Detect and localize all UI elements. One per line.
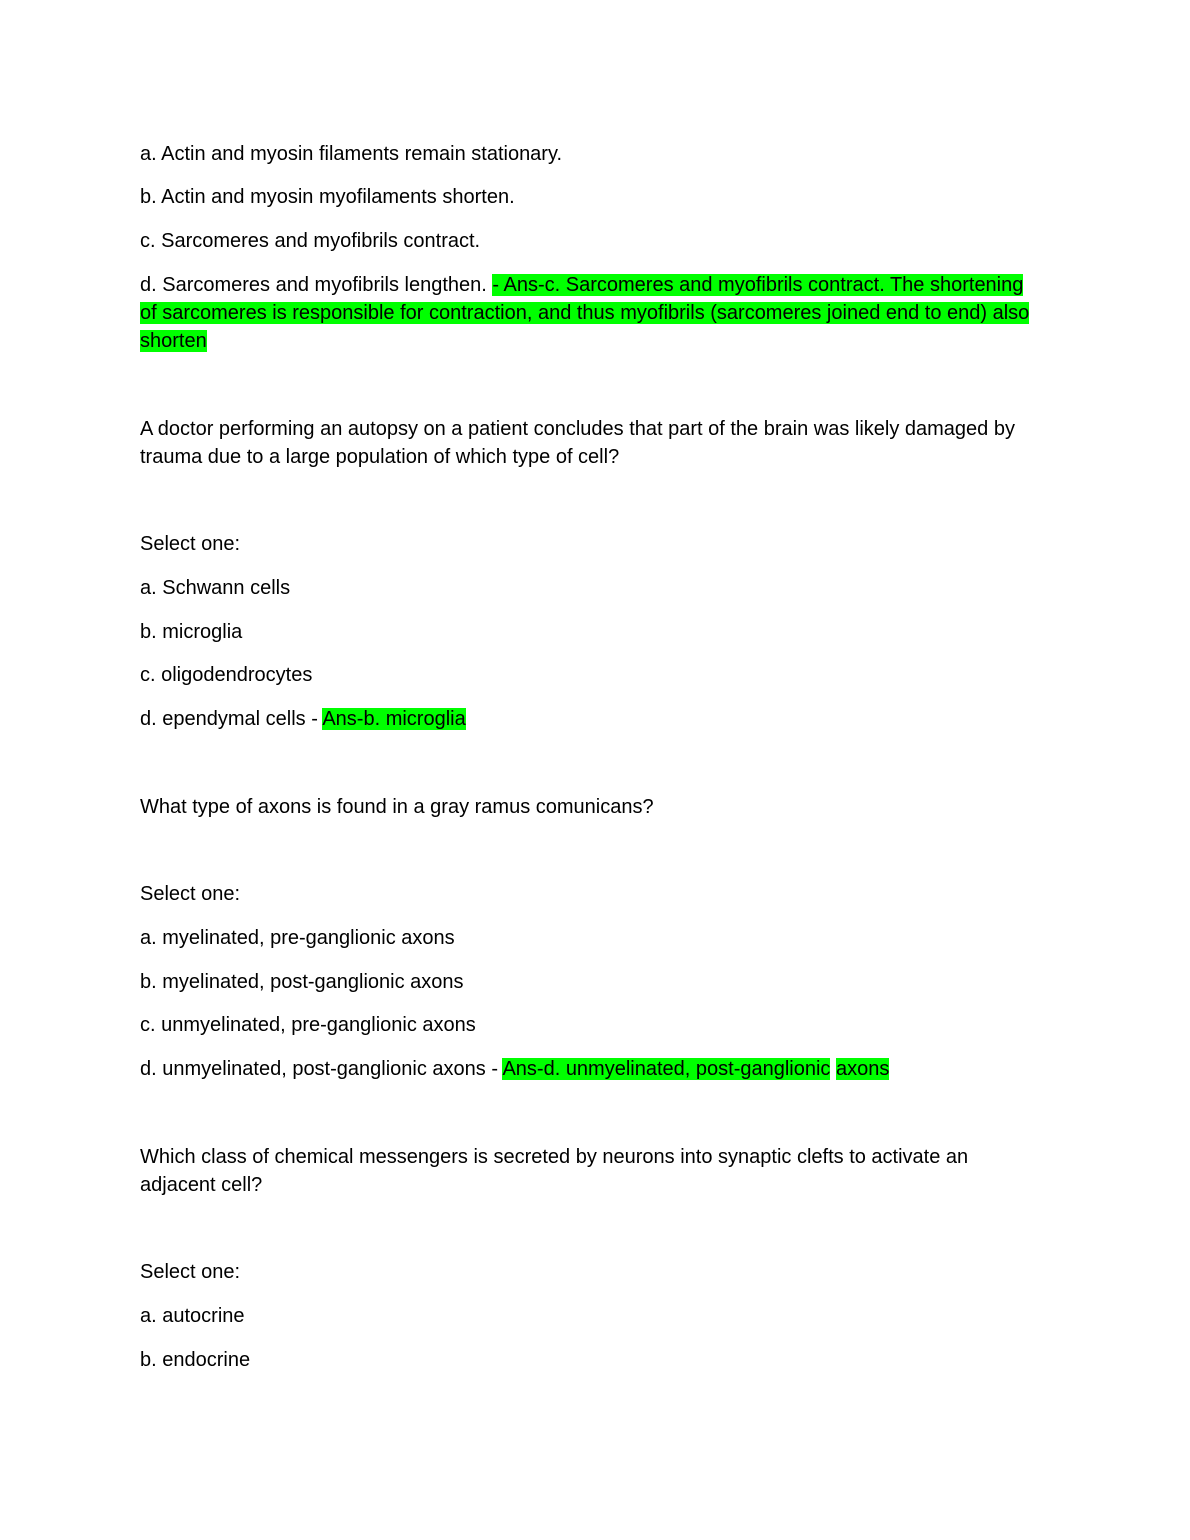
- q1-answer: - Ans-c. Sarcomeres and myofibrils contract. The shortening of sarcomeres is responsible for contraction, and thus myofibrils (sarcomeres joined end to end) also shorten: [140, 274, 1030, 352]
- q3-option-d-text: d. unmyelinated, post-ganglionic axons -: [140, 1058, 503, 1080]
- q1-option-d-text: d. Sarcomeres and myofibrils lengthen.: [140, 274, 487, 296]
- q1-option-a: a. Actin and myosin filaments remain stationary.: [140, 143, 563, 165]
- q4-option-a: a. autocrine: [140, 1305, 245, 1327]
- q2-select-one: Select one:: [140, 533, 241, 555]
- q3-option-c: c. unmyelinated, pre-ganglionic axons: [140, 1014, 476, 1036]
- q2-option-c: c. oligodendrocytes: [140, 664, 313, 686]
- q2-option-b: b. microglia: [140, 621, 243, 643]
- q2-question: A doctor performing an autopsy on a patient concludes that part of the brain was likely damaged by trauma due to a large population of which type of cell?: [140, 418, 1015, 468]
- q3-select-one: Select one:: [140, 883, 241, 905]
- q2-answer: Ans-b. microglia: [322, 708, 466, 730]
- q3-option-d: [140, 1055, 1040, 1083]
- q3-answer-tail: axons: [835, 1058, 890, 1080]
- q4-option-b: b. endocrine: [140, 1349, 251, 1371]
- q1-option-b: b. Actin and myosin myofilaments shorten.: [140, 186, 515, 208]
- q3-answer: Ans-d. unmyelinated, post-ganglionic: [502, 1058, 831, 1080]
- q3-option-a: a. myelinated, pre-ganglionic axons: [140, 927, 455, 949]
- q1-option-d: [140, 271, 1040, 355]
- q2-option-d-text: d. ependymal cells -: [140, 708, 323, 730]
- q4-question: Which class of chemical messengers is secreted by neurons into synaptic clefts to activate an adjacent cell?: [140, 1146, 969, 1196]
- q3-option-b: b. myelinated, post-ganglionic axons: [140, 971, 464, 993]
- q2-option-a: a. Schwann cells: [140, 577, 291, 599]
- q2-option-d: [140, 705, 1040, 733]
- q3-question: What type of axons is found in a gray ramus comunicans?: [140, 796, 654, 818]
- q1-option-c: c. Sarcomeres and myofibrils contract.: [140, 230, 481, 252]
- q4-select-one: Select one:: [140, 1261, 241, 1283]
